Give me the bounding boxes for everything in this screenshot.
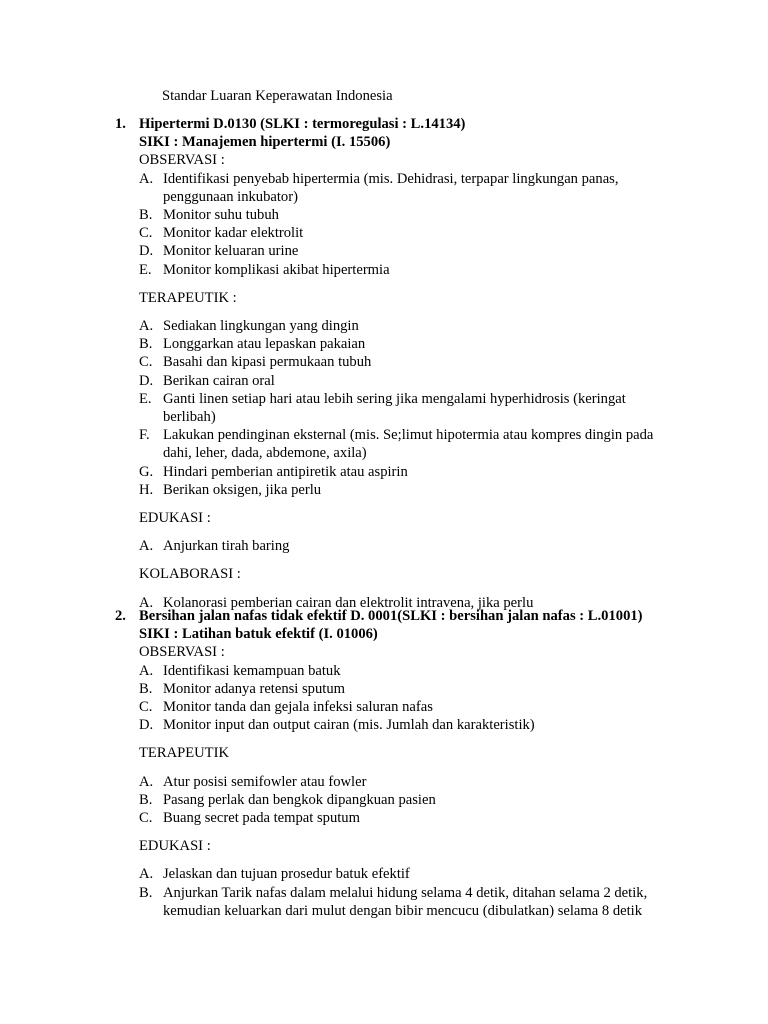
list-item-text: Basahi dan kipasi permukaan tubuh	[163, 354, 372, 371]
list-item-text: Monitor komplikasi akibat hipertermia	[163, 261, 390, 278]
edukasi-list	[115, 537, 715, 555]
list-item-text: Monitor keluaran urine	[163, 243, 299, 260]
list-item	[115, 390, 715, 426]
list-item-marker: C.	[139, 810, 153, 827]
document-title: Standar Luaran Keperawatan Indonesia	[162, 88, 393, 104]
list-item	[115, 884, 715, 920]
list-item	[115, 261, 715, 279]
list-item-marker: D.	[139, 717, 154, 734]
list-item	[115, 353, 715, 371]
terapeutik-list	[115, 773, 715, 828]
list-item-text: Buang secret pada tempat sputum	[163, 810, 360, 827]
list-item-marker: D.	[139, 372, 154, 389]
list-item-marker: B.	[139, 791, 153, 808]
edukasi-label: EDUKASI :	[139, 510, 211, 527]
list-item	[115, 698, 715, 716]
list-item-text: Pasang perlak dan bengkok dipangkuan pasien	[163, 791, 436, 808]
list-item	[115, 865, 715, 883]
list-item-marker: A.	[139, 170, 154, 187]
list-item	[115, 206, 715, 224]
list-item-marker: H.	[139, 481, 154, 498]
list-item-text: Longgarkan atau lepaskan pakaian	[163, 336, 366, 353]
edukasi-label: EDUKASI :	[139, 838, 211, 855]
list-item-marker: E.	[139, 390, 152, 407]
list-item	[115, 317, 715, 335]
section-number: 2.	[115, 608, 126, 624]
observasi-label: OBSERVASI :	[139, 644, 225, 661]
list-item-text: Lakukan pendinginan eksternal (mis. Se;limut hipotermia atau kompres dingin pada dahi, leher, dada, abdemone, axila)	[163, 427, 654, 462]
list-item	[115, 224, 715, 242]
list-item	[115, 372, 715, 390]
list-item-text: Identifikasi penyebab hipertermia (mis. Dehidrasi, terpapar lingkungan panas, penggunaan inkubator)	[163, 170, 619, 205]
list-item-text: Berikan oksigen, jika perlu	[163, 481, 322, 498]
terapeutik-label: TERAPEUTIK :	[139, 289, 237, 306]
list-item-marker: B.	[139, 680, 153, 697]
list-item-text: Hindari pemberian antipiretik atau aspirin	[163, 463, 408, 480]
list-item	[115, 426, 715, 462]
section-heading	[115, 607, 715, 625]
list-item-text: Jelaskan dan tujuan prosedur batuk efektif	[163, 866, 410, 883]
section-heading	[115, 115, 715, 133]
terapeutik-list	[115, 317, 715, 499]
list-item-marker: B.	[139, 884, 153, 901]
section-number: 1.	[115, 116, 126, 132]
list-item	[115, 537, 715, 555]
list-item-marker: G.	[139, 463, 154, 480]
list-item-marker: A.	[139, 662, 154, 679]
observasi-list	[115, 170, 715, 279]
list-item-text: Sediakan lingkungan yang dingin	[163, 318, 359, 335]
diagnosis-heading: Hipertermi D.0130 (SLKI : termoregulasi : L.14134)	[139, 116, 466, 132]
list-item-marker: D.	[139, 243, 154, 260]
list-item-text: Monitor tanda dan gejala infeksi saluran nafas	[163, 699, 433, 716]
list-item	[115, 463, 715, 481]
list-item-text: Kolanorasi pemberian cairan dan elektrolit intravena, jika perlu	[163, 594, 534, 611]
list-item	[115, 773, 715, 791]
list-item-text: Monitor kadar elektrolit	[163, 225, 304, 242]
list-item-marker: B.	[139, 336, 153, 353]
list-item-text: Atur posisi semifowler atau fowler	[163, 773, 367, 790]
section-hipertermi	[115, 115, 715, 612]
list-item	[115, 481, 715, 499]
observasi-label: OBSERVASI :	[139, 152, 225, 169]
list-item-marker: A.	[139, 538, 154, 555]
list-item	[115, 335, 715, 353]
list-item-text: Anjurkan Tarik nafas dalam melalui hidung selama 4 detik, ditahan selama 2 detik, kemudian keluarkan dari mulut dengan bibir mencucu (dibulatkan) selama 8 detik	[163, 884, 648, 919]
list-item-marker: F.	[139, 427, 150, 444]
section-bersihan-jalan-nafas	[115, 607, 715, 920]
list-item-marker: A.	[139, 318, 154, 335]
list-item	[115, 680, 715, 698]
siki-heading: SIKI : Latihan batuk efektif (I. 01006)	[139, 626, 378, 643]
siki-heading: SIKI : Manajemen hipertermi (I. 15506)	[139, 134, 391, 151]
list-item	[115, 662, 715, 680]
list-item-marker: A.	[139, 773, 154, 790]
list-item	[115, 809, 715, 827]
terapeutik-label: TERAPEUTIK	[139, 745, 229, 762]
list-item-text: Monitor suhu tubuh	[163, 207, 279, 224]
list-item	[115, 791, 715, 809]
list-item-marker: A.	[139, 594, 154, 611]
list-item-marker: C.	[139, 225, 153, 242]
list-item-marker: C.	[139, 699, 153, 716]
list-item-text: Monitor adanya retensi sputum	[163, 680, 345, 697]
kolaborasi-label: KOLABORASI :	[139, 566, 241, 583]
edukasi-list	[115, 865, 715, 920]
list-item-marker: E.	[139, 261, 152, 278]
diagnosis-heading: Bersihan jalan nafas tidak efektif D. 0001(SLKI : bersihan jalan nafas : L.01001)	[139, 608, 643, 624]
list-item-text: Berikan cairan oral	[163, 372, 275, 389]
list-item-text: Anjurkan tirah baring	[163, 538, 290, 555]
list-item-marker: A.	[139, 866, 154, 883]
list-item-text: Ganti linen setiap hari atau lebih sering jika mengalami hyperhidrosis (keringat berlibah)	[163, 390, 626, 426]
list-item-marker: B.	[139, 207, 153, 224]
list-item	[115, 242, 715, 260]
list-item	[115, 170, 715, 206]
list-item-text: Monitor input dan output cairan (mis. Jumlah dan karakteristik)	[163, 717, 535, 734]
list-item	[115, 716, 715, 734]
list-item-marker: C.	[139, 354, 153, 371]
observasi-list	[115, 662, 715, 735]
list-item-text: Identifikasi kemampuan batuk	[163, 662, 341, 679]
